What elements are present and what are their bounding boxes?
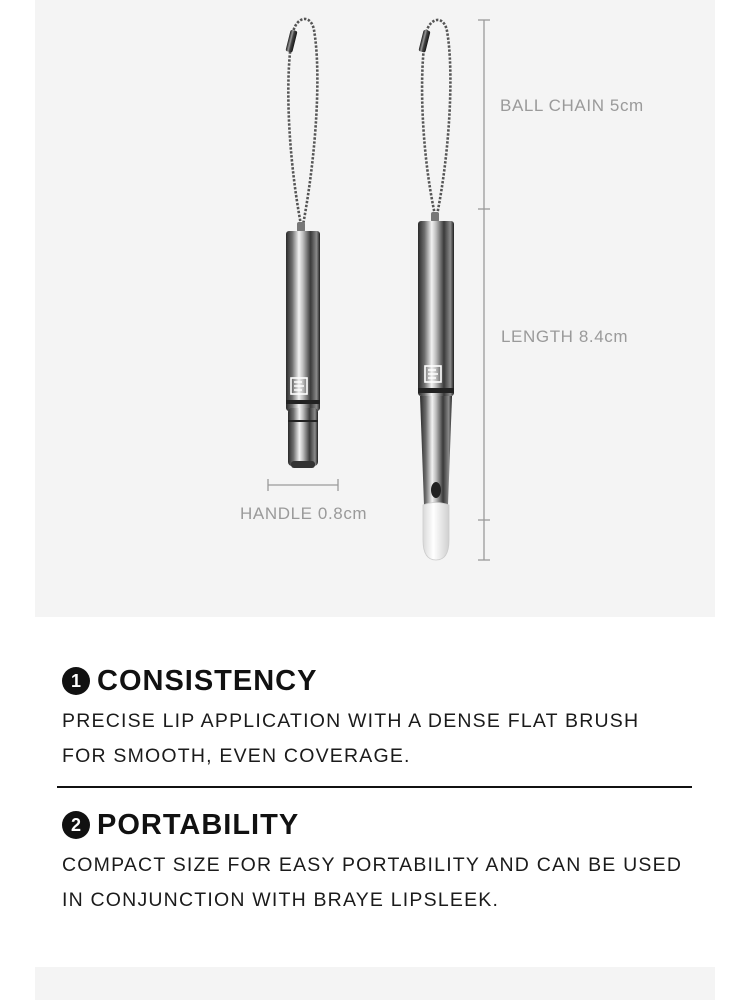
number-badge: 2 [62, 811, 90, 839]
description-line: COMPACT SIZE FOR EASY PORTABILITY AND CAN BE USED [62, 854, 683, 876]
closed-ferrule [288, 408, 318, 466]
feature-title: PORTABILITY [97, 809, 300, 841]
handle-dimension-line [268, 479, 338, 491]
next-section-panel [35, 967, 715, 1000]
chain-clasp-right [418, 30, 430, 53]
length-dimension-label: LENGTH 8.4cm [501, 327, 629, 346]
feature-description [62, 848, 702, 918]
product-illustration [35, 0, 715, 617]
vertical-dimension-line [478, 20, 490, 560]
number-badge: 1 [62, 667, 90, 695]
feature-title: CONSISTENCY [97, 665, 318, 697]
chain-clasp [285, 30, 297, 53]
description-line: IN CONJUNCTION WITH BRAYE LIPSLEEK. [62, 889, 500, 911]
open-brush-charm [418, 20, 454, 560]
feature-portability [62, 808, 702, 918]
ball-chain-dimension-label: BALL CHAIN 5cm [500, 96, 644, 115]
feature-consistency [62, 664, 702, 774]
closed-brush-charm [285, 19, 320, 468]
description-line: PRECISE LIP APPLICATION WITH A DENSE FLAT BRUSH [62, 710, 640, 732]
feature-heading [62, 664, 702, 698]
section-divider [57, 786, 692, 788]
handle-dimension-label: HANDLE 0.8cm [240, 504, 368, 523]
feature-heading [62, 808, 702, 842]
ball-chain-right [422, 20, 450, 215]
feature-description [62, 704, 702, 774]
product-image-panel [35, 0, 715, 617]
chain-ring [297, 222, 305, 232]
description-line: FOR SMOOTH, EVEN COVERAGE. [62, 745, 411, 767]
brush-tip [423, 503, 449, 561]
